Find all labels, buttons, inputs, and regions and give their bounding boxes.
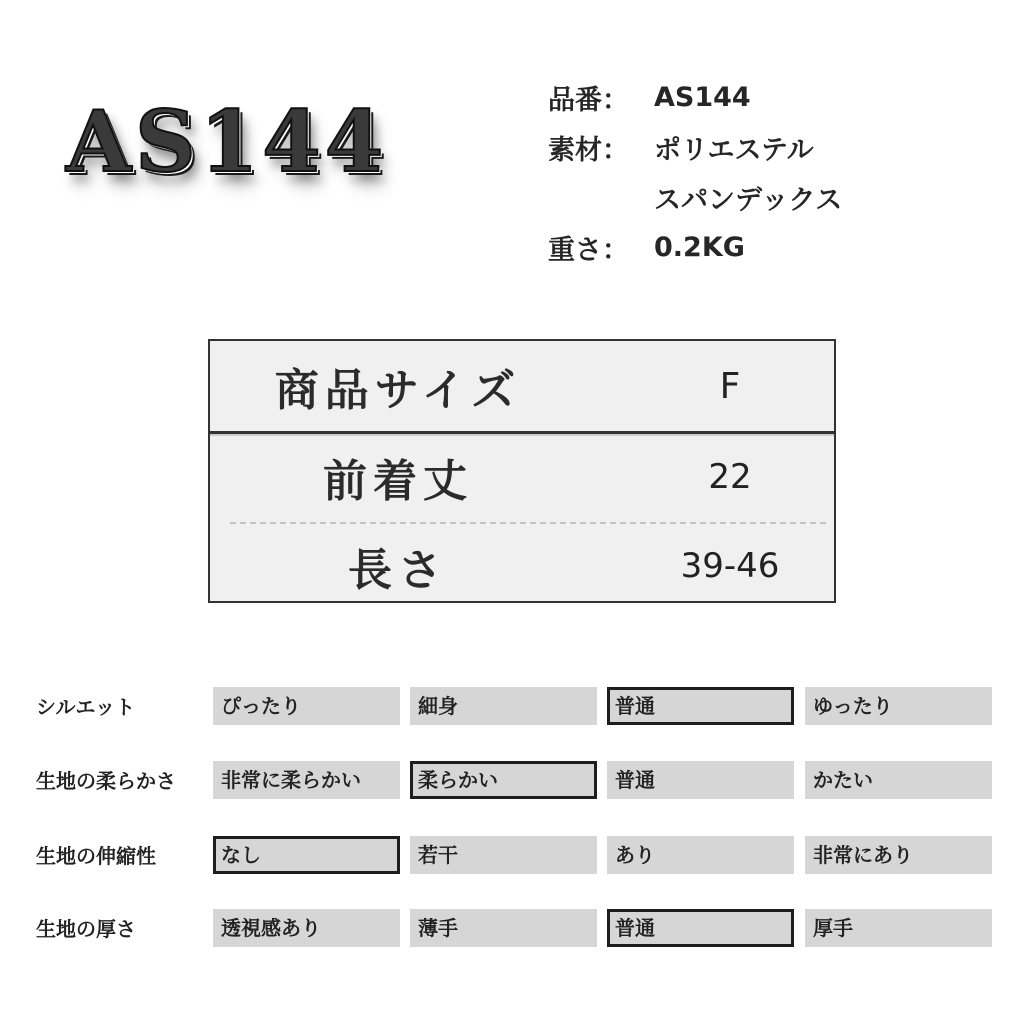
attribute-option: 非常に柔らかい xyxy=(213,761,400,799)
spec-label: 品番： xyxy=(548,84,629,116)
size-header-value: F xyxy=(719,365,741,407)
spec-value: ポリエステル xyxy=(654,134,814,166)
size-row-label: 長さ xyxy=(348,545,448,596)
size-row-length xyxy=(210,523,834,609)
attribute-option: 若干 xyxy=(410,836,597,874)
size-row-value: 22 xyxy=(708,457,752,497)
attribute-option-selected: 柔らかい xyxy=(410,761,597,799)
spec-value: 0.2KG xyxy=(654,231,745,263)
spec-value: スパンデックス xyxy=(654,184,843,216)
size-table xyxy=(208,339,836,603)
spec-label: 素材： xyxy=(548,134,629,166)
spec-row-product-number xyxy=(548,72,988,122)
attribute-label: 生地の厚さ xyxy=(36,917,136,941)
attribute-row-stretch xyxy=(36,836,996,876)
attribute-option: ゆったり xyxy=(805,687,992,725)
size-row-front-length xyxy=(210,434,834,520)
spec-list xyxy=(548,72,988,272)
attribute-option: 薄手 xyxy=(410,909,597,947)
attribute-label: 生地の柔らかさ xyxy=(36,769,176,793)
attribute-option: 透視感あり xyxy=(213,909,400,947)
attribute-option: 厚手 xyxy=(805,909,992,947)
spec-row-weight xyxy=(548,222,988,272)
product-code-logo xyxy=(66,92,406,202)
spec-value: AS144 xyxy=(654,81,751,113)
size-row-label: 前着丈 xyxy=(323,456,473,507)
attribute-row-softness xyxy=(36,761,996,801)
attribute-label: 生地の伸縮性 xyxy=(36,844,156,868)
size-table-header xyxy=(210,341,834,434)
attribute-label: シルエット xyxy=(36,695,136,719)
attribute-row-silhouette xyxy=(36,687,996,727)
spec-label: 重さ： xyxy=(548,234,629,266)
spec-row-material xyxy=(548,122,988,172)
size-row-value: 39-46 xyxy=(680,546,780,586)
attribute-option: 普通 xyxy=(607,761,794,799)
attribute-option: かたい xyxy=(805,761,992,799)
spec-row-material-2 xyxy=(548,172,988,222)
attribute-option: 非常にあり xyxy=(805,836,992,874)
attribute-option-selected: なし xyxy=(213,836,400,874)
product-code-logo-text: AS144 xyxy=(66,92,388,191)
size-header-label: 商品サイズ xyxy=(274,365,522,416)
attribute-option: ぴったり xyxy=(213,687,400,725)
attribute-option-selected: 普通 xyxy=(607,909,794,947)
attribute-row-thickness xyxy=(36,909,996,949)
attribute-option: 細身 xyxy=(410,687,597,725)
attribute-option-selected: 普通 xyxy=(607,687,794,725)
attribute-option: あり xyxy=(607,836,794,874)
